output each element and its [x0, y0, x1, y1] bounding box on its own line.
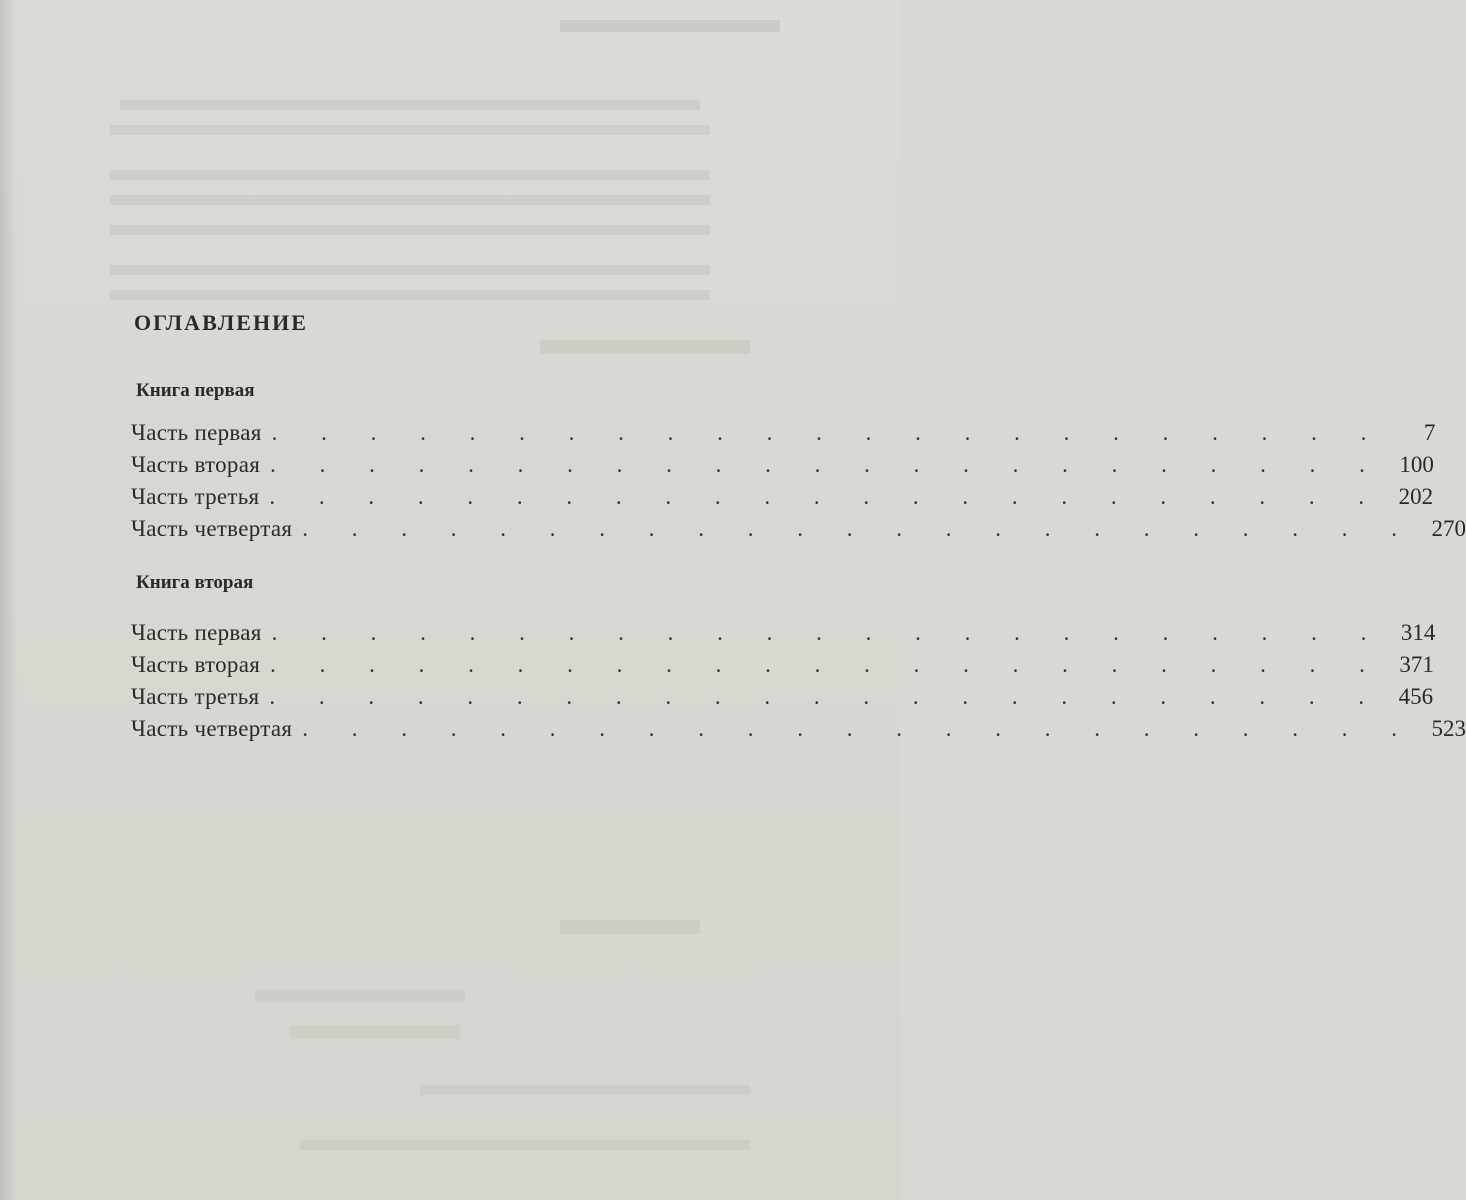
toc-entry-page: 456: [1398, 684, 1434, 709]
toc-entry-label: Часть вторая: [131, 452, 261, 477]
toc-entry[interactable]: [131, 652, 1434, 684]
book-title-1: Книга первая: [136, 380, 255, 401]
bleed-through: [120, 100, 700, 110]
toc-entry-label: Часть вторая: [131, 652, 261, 677]
toc-entry-label: Часть четвертая: [131, 716, 293, 741]
bleed-through: [290, 1025, 460, 1039]
toc-entry-label: Часть первая: [131, 620, 262, 645]
bleed-through: [110, 170, 710, 180]
toc-entry-page: 100: [1399, 452, 1434, 477]
bleed-through: [110, 265, 710, 275]
toc-entry-label: Часть четвертая: [131, 516, 293, 541]
bleed-through: [560, 920, 700, 934]
toc-entry[interactable]: [131, 716, 1466, 748]
bleed-through: [110, 225, 710, 235]
dot-leader: . . . . . . . . . . . . . . . . . . . . . . .: [271, 420, 1386, 445]
dot-leader: . . . . . . . . . . . . . . . . . . . . . . .: [302, 716, 1416, 741]
dot-leader: . . . . . . . . . . . . . . . . . . . . . . .: [270, 652, 1384, 677]
dot-leader: . . . . . . . . . . . . . . . . . . . . . . .: [269, 684, 1384, 709]
bleed-through: [110, 125, 710, 135]
toc-heading: ОГЛАВЛЕНИЕ: [134, 310, 308, 335]
page-shadow: [0, 0, 18, 1200]
bleed-through: [420, 1085, 750, 1095]
toc-entry[interactable]: [131, 620, 1436, 652]
bleed-through: [300, 1140, 750, 1150]
toc-entry-page: 523: [1431, 716, 1466, 741]
toc-entry-label: Часть третья: [131, 484, 260, 509]
bleed-through: [110, 195, 710, 205]
toc-entry-label: Часть первая: [131, 420, 262, 445]
book-title-2: Книга вторая: [136, 572, 254, 593]
dot-leader: . . . . . . . . . . . . . . . . . . . . . . .: [270, 452, 1384, 477]
toc-entry-page: 202: [1398, 484, 1434, 509]
toc-entry-page: 270: [1431, 516, 1466, 541]
bleed-through: [540, 340, 750, 354]
toc-entry-page: 371: [1399, 652, 1434, 677]
toc-entry[interactable]: [131, 452, 1434, 484]
toc-entry-page: 314: [1400, 620, 1436, 645]
toc-entry[interactable]: [131, 484, 1434, 516]
toc-entry-label: Часть третья: [131, 684, 260, 709]
toc-entry[interactable]: [131, 420, 1436, 452]
toc-list-book-1: [131, 420, 1466, 548]
bleed-through: [255, 990, 465, 1002]
dot-leader: . . . . . . . . . . . . . . . . . . . . . . .: [269, 484, 1384, 509]
bleed-through: [110, 290, 710, 300]
dot-leader: . . . . . . . . . . . . . . . . . . . . . . .: [302, 516, 1416, 541]
toc-entry-page: 7: [1423, 420, 1436, 445]
bleed-through: [560, 20, 780, 32]
toc-entry[interactable]: [131, 684, 1434, 716]
toc-list-book-2: [131, 620, 1466, 748]
toc-entry[interactable]: [131, 516, 1466, 548]
dot-leader: . . . . . . . . . . . . . . . . . . . . . . .: [271, 620, 1386, 645]
